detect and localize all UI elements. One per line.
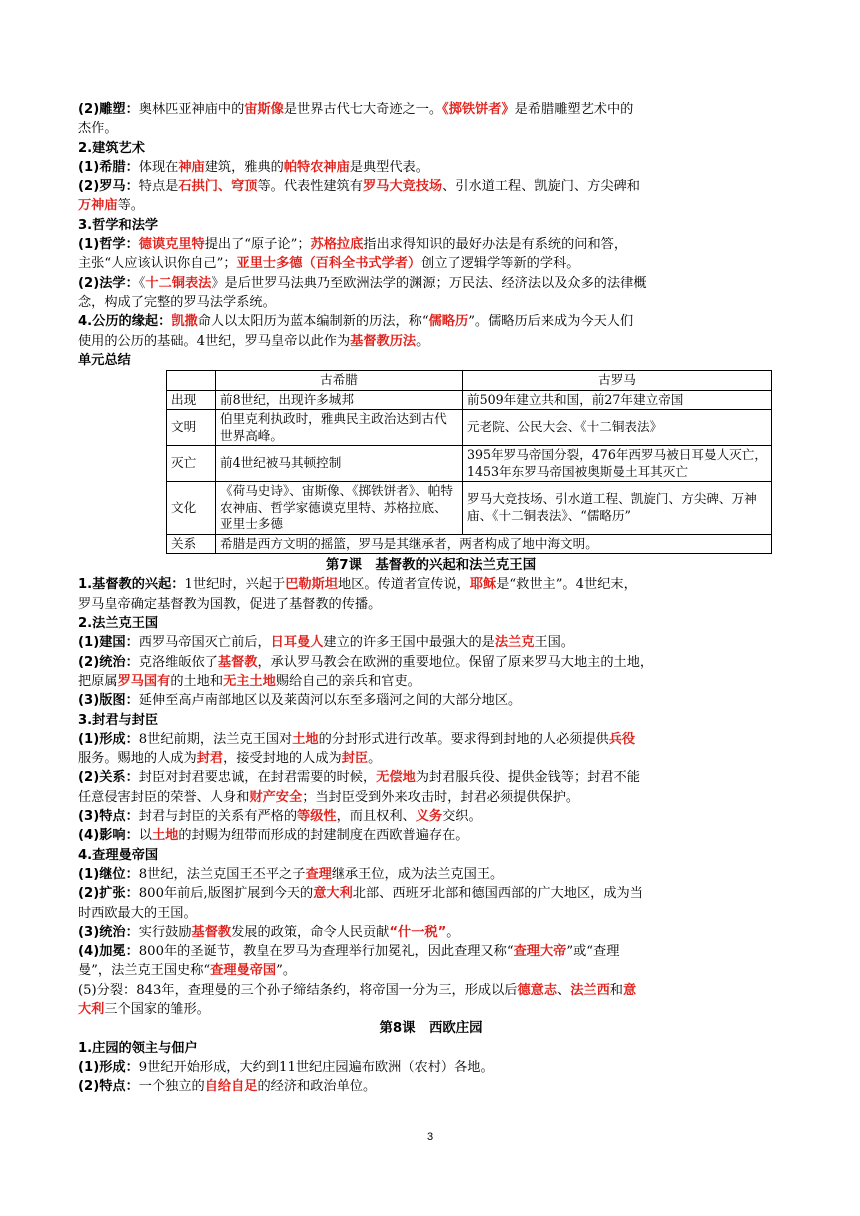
section-lesson-8 bbox=[78, 1039, 784, 1097]
text-line bbox=[78, 196, 784, 215]
heading-term: 4.查理曼帝国 bbox=[78, 847, 159, 863]
text-run: 800年前后,版图扩展到今天的 bbox=[138, 886, 314, 902]
highlight-term: 神庙 bbox=[178, 159, 205, 175]
text-line bbox=[78, 1039, 784, 1058]
text-run: 8世纪，法兰克国王丕平之子 bbox=[138, 866, 306, 882]
highlight-term: 土地 bbox=[292, 731, 319, 747]
text-run: 一个独立的 bbox=[138, 1079, 205, 1095]
highlight-term: 义务 bbox=[415, 809, 443, 825]
highlight-term: 意 bbox=[622, 982, 637, 998]
highlight-term: 万神庙 bbox=[78, 198, 118, 214]
text-run: 地区。传道者宣传说， bbox=[337, 577, 470, 593]
text-run: 和 bbox=[609, 982, 623, 998]
text-line bbox=[78, 332, 784, 351]
heading-term: (1)希腊： bbox=[78, 159, 139, 175]
text-line bbox=[78, 672, 784, 691]
highlight-term: 财产安全 bbox=[249, 789, 303, 805]
highlight-term: 大利 bbox=[78, 1001, 105, 1017]
text-line bbox=[78, 942, 784, 961]
text-line bbox=[78, 595, 784, 614]
text-run: 是典型代表。 bbox=[349, 159, 429, 175]
text-run: 是希腊雕塑艺术中的 bbox=[514, 102, 634, 117]
text-line bbox=[78, 293, 784, 312]
heading-term: (3)版图： bbox=[78, 693, 139, 709]
text-run: 9世纪开始形成，大约到11世纪庄园遍布欧洲（农村）各地。 bbox=[138, 1059, 494, 1075]
table-row bbox=[167, 534, 772, 554]
heading-term: (2)扩张： bbox=[78, 886, 139, 902]
highlight-term: 石拱门、穹顶 bbox=[178, 179, 258, 195]
text-line bbox=[78, 711, 784, 730]
text-run: 等。 bbox=[117, 198, 144, 214]
heading-term: (2)特点： bbox=[78, 1079, 139, 1095]
text-run: 曼”，法兰克王国史称“ bbox=[78, 963, 211, 979]
heading-term: (2)罗马： bbox=[78, 179, 139, 195]
text-run: 北部、西班牙北部和德国西部的广大地区，成为当 bbox=[352, 886, 643, 902]
heading-term: 4.公历的缘起： bbox=[78, 314, 172, 330]
table-cell: 《荷马史诗》、宙斯像、《掷铁饼者》、帕特农神庙、哲学家德谟克里特、苏格拉底、亚里士多德 bbox=[216, 482, 463, 535]
text-run: 为封君服兵役、提供金钱等；封君不能 bbox=[415, 770, 640, 786]
heading-term: (2)雕塑： bbox=[78, 102, 139, 117]
highlight-term: 封君 bbox=[196, 751, 224, 767]
text-run: 的经济和政治单位。 bbox=[257, 1079, 377, 1095]
highlight-term: 罗马国有 bbox=[117, 673, 171, 689]
text-run: 是“救世主”。4世纪末， bbox=[496, 577, 637, 593]
text-run: 8世纪前期，法兰克王国对 bbox=[138, 731, 293, 747]
text-run: 1世纪时，兴起于 bbox=[184, 577, 286, 593]
text-run: 西罗马帝国灭亡前后， bbox=[138, 635, 271, 651]
text-run: 800年的圣诞节，教皇在罗马为查理举行加冕礼，因此查理又称“ bbox=[138, 944, 514, 960]
text-line bbox=[78, 1077, 784, 1096]
text-line bbox=[78, 691, 784, 710]
table-cell: 罗马大竞技场、引水道工程、凯旋门、方尖碑、万神庙、《十二铜表法》、“儒略历” bbox=[463, 482, 772, 535]
text-run: 的封赐为纽带而形成的封建制度在西欧普遍存在。 bbox=[178, 828, 469, 844]
text-line bbox=[78, 575, 784, 594]
highlight-term: 苏格拉底 bbox=[310, 237, 364, 253]
text-run: 把原属 bbox=[78, 673, 118, 689]
heading-term: 3.封君与封臣 bbox=[78, 712, 159, 728]
text-run: 。 bbox=[416, 333, 430, 349]
table-cell: 395年罗马帝国分裂，476年西罗马被日耳曼人灭亡，1453年东罗马帝国被奥斯曼土耳其灭亡 bbox=[463, 446, 772, 482]
highlight-term: 无主土地 bbox=[223, 673, 276, 689]
text-run: 。 bbox=[446, 924, 460, 940]
highlight-term: 封臣 bbox=[341, 751, 369, 767]
lesson-7-title: 第7课 基督教的兴起和法兰克王国 bbox=[325, 558, 537, 574]
heading-term: (4)影响： bbox=[78, 828, 139, 844]
highlight-term: 查理 bbox=[305, 866, 332, 882]
table-cell: 文明 bbox=[167, 410, 216, 446]
table-cell: 伯里克利执政时，雅典民主政治达到古代世界高峰。 bbox=[216, 410, 463, 446]
text-run: 封臣对封君要忠诚，在封君需要的时候， bbox=[138, 770, 377, 786]
text-line bbox=[78, 768, 784, 787]
table-cell: 古罗马 bbox=[463, 371, 772, 391]
text-run: 念，构成了完整的罗马法学系统。 bbox=[78, 294, 276, 310]
highlight-term: 罗马大竞技场 bbox=[362, 179, 443, 195]
text-line bbox=[78, 216, 784, 235]
text-run: 《 bbox=[138, 275, 146, 291]
text-line bbox=[78, 1000, 784, 1019]
table-cell: 灭亡 bbox=[167, 446, 216, 482]
highlight-term: 耶稣 bbox=[469, 577, 497, 593]
text-run: 是世界古代七大奇迹之一。 bbox=[283, 102, 443, 117]
text-line bbox=[78, 633, 784, 652]
text-line bbox=[78, 749, 784, 768]
highlight-term: 《掷铁饼者》 bbox=[442, 102, 515, 117]
table-cell: 关系 bbox=[167, 534, 216, 554]
highlight-term: 德谟克里特 bbox=[138, 237, 205, 253]
text-run: 三个国家的雏形。 bbox=[104, 1001, 210, 1017]
highlight-term: 意大利 bbox=[313, 886, 353, 902]
text-run: 发展的政策，命令人民贡献 bbox=[231, 924, 390, 940]
table-cell: 元老院、公民大会、《十二铜表法》 bbox=[463, 410, 772, 446]
heading-term: (1)继位： bbox=[78, 866, 139, 882]
heading-term: 2.建筑艺术 bbox=[78, 140, 145, 156]
highlight-term: 查理曼帝国 bbox=[210, 963, 277, 979]
text-line bbox=[78, 177, 784, 196]
text-run: 的分封形式进行改革。要求得到封地的人必须提供 bbox=[318, 731, 609, 747]
highlight-term: 巴勒斯坦 bbox=[285, 577, 338, 593]
text-line bbox=[78, 274, 784, 293]
text-run: 建立的许多王国中最强大的是 bbox=[323, 635, 495, 651]
text-line bbox=[78, 614, 784, 633]
text-line bbox=[78, 1058, 784, 1077]
lesson-8-title: 第8课 西欧庄园 bbox=[379, 1021, 483, 1037]
heading-term: 1.基督教的兴起： bbox=[78, 577, 185, 593]
highlight-term: 法兰克 bbox=[494, 635, 535, 651]
table-row bbox=[167, 446, 772, 482]
table-row bbox=[167, 390, 772, 410]
text-line bbox=[78, 826, 784, 845]
text-run: ，而且权利、 bbox=[336, 809, 416, 825]
text-line bbox=[78, 884, 784, 903]
highlight-term: 基督教历法 bbox=[350, 333, 417, 349]
text-line bbox=[78, 351, 784, 370]
text-run: 赐给自己的亲兵和官吏。 bbox=[275, 673, 421, 689]
text-line bbox=[78, 846, 784, 865]
highlight-term: 基督教 bbox=[191, 924, 232, 940]
text-run: 命人以太阳历为蓝本编制新的历法，称“ bbox=[197, 314, 429, 330]
text-run: 延伸至高卢南部地区以及莱茵河以东至多瑙河之间的大部分地区。 bbox=[138, 693, 522, 709]
highlight-term: 无偿地 bbox=[376, 770, 416, 786]
highlight-term: 查理大帝 bbox=[513, 944, 567, 960]
text-run: 。 bbox=[368, 751, 382, 767]
table-cell: 希腊是西方文明的摇篮，罗马是其继承者，两者构成了地中海文明。 bbox=[216, 534, 772, 554]
heading-term: (1)形成： bbox=[78, 1059, 139, 1075]
text-run: ，承认罗马教会在欧洲的重要地位。保留了原来罗马大地主的土地， bbox=[257, 654, 654, 670]
highlight-term: 兵役 bbox=[608, 731, 636, 747]
table-row bbox=[167, 410, 772, 446]
text-run: 服务。赐地的人成为 bbox=[78, 751, 197, 767]
heading-term: (2)关系： bbox=[78, 770, 139, 786]
highlight-term: 日耳曼人 bbox=[270, 635, 324, 651]
text-line bbox=[78, 254, 784, 273]
table-cell: 前509年建立共和国，前27年建立帝国 bbox=[463, 390, 772, 410]
highlight-term: 法兰西 bbox=[570, 982, 610, 998]
page-number: 3 bbox=[426, 1131, 434, 1143]
text-run: 创立了逻辑学等新的学科。 bbox=[421, 256, 580, 272]
text-run: 奥林匹亚神庙中的 bbox=[138, 102, 245, 117]
table-cell bbox=[167, 371, 216, 391]
text-line bbox=[78, 923, 784, 942]
table-cell: 前4世纪被马其顿控制 bbox=[216, 446, 463, 482]
text-line bbox=[78, 865, 784, 884]
text-run: 时西欧最大的王国。 bbox=[78, 905, 197, 921]
text-run: 实行鼓励 bbox=[138, 924, 192, 940]
section-greek-roman-culture bbox=[78, 100, 784, 370]
text-line bbox=[78, 100, 784, 119]
heading-term: (2)统治： bbox=[78, 654, 139, 670]
highlight-term: 宙斯像 bbox=[244, 102, 284, 117]
text-run: 交织。 bbox=[442, 809, 482, 825]
unit-summary-table bbox=[166, 370, 772, 554]
text-line bbox=[78, 139, 784, 158]
text-line bbox=[78, 312, 784, 331]
highlight-term: 土地 bbox=[151, 828, 179, 844]
highlight-term: 凯撒 bbox=[171, 314, 198, 330]
text-run: 指出求得知识的最好办法是有系统的问和答， bbox=[363, 237, 628, 253]
text-run: 继承王位，成为法兰克国王。 bbox=[331, 866, 504, 882]
text-run: 的土地和 bbox=[170, 673, 224, 689]
text-run: 提出了“原子论”； bbox=[204, 237, 311, 253]
text-line bbox=[78, 730, 784, 749]
text-run: ；当封臣受到外来攻击时，封君必须提供保护。 bbox=[302, 789, 580, 805]
highlight-term: 等级性 bbox=[297, 809, 337, 825]
highlight-term: “什一税” bbox=[389, 924, 447, 940]
text-run: ，接受封地的人成为 bbox=[223, 751, 342, 767]
heading-term: (2)法学： bbox=[78, 275, 139, 291]
text-run: 使用的公历的基础。4世纪，罗马皇帝以此作为 bbox=[78, 333, 351, 349]
text-line bbox=[78, 981, 784, 1000]
highlight-term: 自给自足 bbox=[204, 1079, 258, 1095]
text-line bbox=[78, 158, 784, 177]
table-header-row bbox=[167, 371, 772, 391]
text-run: 》是后世罗马法典乃至欧洲法学的渊源；万民法、经济法以及众多的法律概 bbox=[211, 275, 647, 291]
text-line bbox=[78, 119, 784, 138]
section-lesson-7 bbox=[78, 575, 784, 1019]
highlight-term: 基督教 bbox=[217, 654, 258, 670]
text-run: 等。代表性建筑有 bbox=[257, 179, 363, 195]
text-run: 主张“人应该认识你自己”； bbox=[78, 256, 237, 272]
text-run: ”或“查理 bbox=[566, 944, 620, 960]
text-run: 、引水道工程、凯旋门、方尖碑和 bbox=[442, 179, 640, 195]
highlight-term: 亚里士多德（百科全书式学者） bbox=[236, 256, 422, 272]
highlight-term: 德意志 bbox=[517, 982, 558, 998]
text-line bbox=[78, 653, 784, 672]
text-run: 特点是 bbox=[138, 179, 179, 195]
text-run: 建筑，雅典的 bbox=[204, 159, 284, 175]
text-run: 封君与封臣的关系有严格的 bbox=[138, 809, 298, 825]
text-line bbox=[78, 235, 784, 254]
text-run: 以 bbox=[138, 828, 152, 844]
highlight-term: 帕特农神庙 bbox=[283, 159, 350, 175]
heading-term: 1.庄园的领主与佃户 bbox=[78, 1040, 198, 1056]
document-page bbox=[78, 100, 784, 1096]
heading-term: (3)统治： bbox=[78, 924, 139, 940]
heading-term: (1)建国： bbox=[78, 635, 139, 651]
text-run: 体现在 bbox=[138, 159, 179, 175]
text-run: 任意侵害封臣的荣誉、人身和 bbox=[78, 789, 250, 805]
text-line bbox=[78, 788, 784, 807]
highlight-term: 儒略历 bbox=[428, 314, 469, 330]
text-run: 克洛维皈依了 bbox=[138, 654, 218, 670]
text-run: ”。儒略历后来成为今天人们 bbox=[468, 314, 634, 330]
table-cell: 古希腊 bbox=[216, 371, 463, 391]
table-cell: 文化 bbox=[167, 482, 216, 535]
heading-term: (1)哲学： bbox=[78, 237, 139, 253]
heading-term: 3.哲学和法学 bbox=[78, 217, 159, 233]
highlight-term: 十二铜表法 bbox=[145, 275, 212, 291]
heading-term: 2.法兰克王国 bbox=[78, 616, 159, 632]
heading-term: 单元总结 bbox=[78, 352, 131, 368]
text-line bbox=[78, 961, 784, 980]
text-run: ”。 bbox=[276, 963, 297, 979]
table-cell: 前8世纪，出现许多城邦 bbox=[216, 390, 463, 410]
text-line bbox=[78, 807, 784, 826]
table-row bbox=[167, 482, 772, 535]
text-line bbox=[78, 904, 784, 923]
table-cell: 出现 bbox=[167, 390, 216, 410]
text-run: 王国。 bbox=[534, 635, 574, 651]
heading-term: (3)特点： bbox=[78, 809, 139, 825]
text-run: 、 bbox=[557, 982, 571, 998]
text-run: 杰作。 bbox=[78, 121, 118, 137]
text-run: (5)分裂：843年，查理曼的三个孙子缔结条约，将帝国一分为三，形成以后 bbox=[78, 982, 518, 998]
text-run: 罗马皇帝确定基督教为国教，促进了基督教的传播。 bbox=[78, 596, 382, 612]
heading-term: (1)形成： bbox=[78, 731, 139, 747]
heading-term: (4)加冕： bbox=[78, 944, 139, 960]
